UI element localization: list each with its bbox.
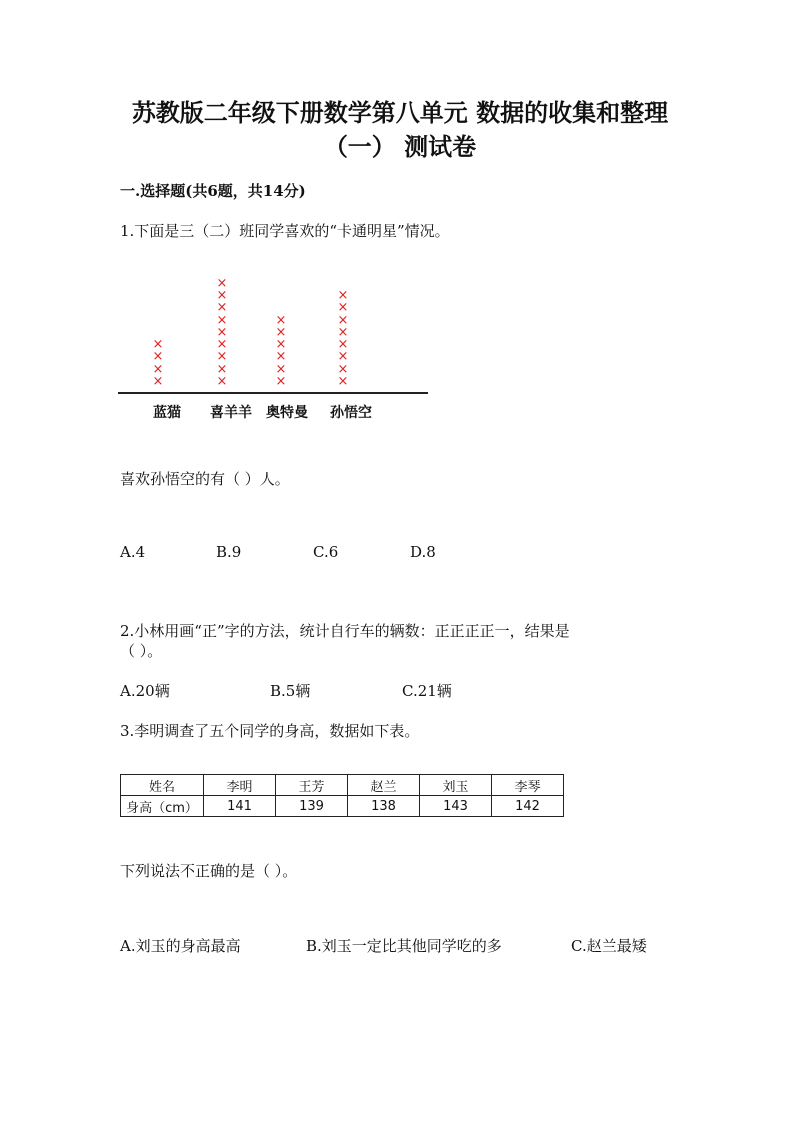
tally-mark: × — [152, 374, 164, 389]
table-header-cell: 李明 — [204, 775, 276, 796]
tally-mark: × — [216, 349, 228, 365]
tally-mark: × — [337, 287, 349, 303]
tally-mark: × — [216, 361, 228, 377]
question-2-text: 2.小林用画“正”字的方法，统计自行车的辆数：正正正正一，结果是 — [120, 622, 570, 640]
pictograph-category-label: 孙悟空 — [330, 405, 372, 421]
tally-mark: × — [337, 324, 349, 340]
tally-mark: × — [216, 312, 228, 328]
tally-mark: × — [216, 275, 228, 291]
tally-mark: × — [216, 287, 228, 303]
tally-mark: × — [275, 374, 287, 389]
question-1-prompt: 喜欢孙悟空的有（ ）人。 — [120, 470, 290, 488]
q2-option-c[interactable]: C.21辆 — [402, 682, 452, 700]
question-1-text: 1.下面是三（二）班同学喜欢的“卡通明星”情况。 — [120, 222, 450, 240]
table-header-row — [121, 775, 564, 796]
q1-option-c[interactable]: C.6 — [313, 543, 339, 561]
q3-option-c[interactable]: C.赵兰最矮 — [571, 937, 647, 955]
table-row — [121, 796, 564, 817]
tally-mark: × — [152, 361, 164, 377]
tally-mark: × — [337, 374, 349, 389]
tally-mark: × — [216, 300, 228, 316]
pictograph — [118, 270, 438, 430]
table-header-cell: 姓名 — [121, 775, 204, 796]
table-cell: 139 — [276, 796, 348, 817]
tally-mark: × — [275, 312, 287, 328]
pictograph-category-label: 奥特曼 — [266, 405, 308, 421]
tally-mark: × — [337, 361, 349, 377]
q2-option-b[interactable]: B.5辆 — [270, 682, 311, 700]
pictograph-category-label: 喜羊羊 — [210, 405, 252, 421]
tally-mark: × — [216, 337, 228, 353]
table-cell: 142 — [492, 796, 564, 817]
tally-mark: × — [275, 324, 287, 340]
tally-mark: × — [275, 361, 287, 377]
question-3-prompt: 下列说法不正确的是（ ）。 — [120, 862, 298, 880]
tally-mark: × — [337, 300, 349, 316]
table-cell: 138 — [348, 796, 420, 817]
tally-mark: × — [337, 337, 349, 353]
pictograph-baseline — [118, 392, 428, 394]
section-heading: 一.选择题(共6题，共14分) — [120, 182, 306, 200]
tally-mark: × — [152, 337, 164, 353]
question-2-text-cont: （ ）。 — [120, 642, 163, 660]
table-cell: 143 — [420, 796, 492, 817]
tally-mark: × — [152, 349, 164, 365]
q2-option-a[interactable]: A.20辆 — [120, 682, 170, 700]
q3-option-a[interactable]: A.刘玉的身高最高 — [120, 937, 241, 955]
tally-mark: × — [337, 312, 349, 328]
table-header-cell: 刘玉 — [420, 775, 492, 796]
tally-mark: × — [216, 374, 228, 389]
table-header-cell: 王芳 — [276, 775, 348, 796]
page-title: 苏教版二年级下册数学第八单元 数据的收集和整理 — [131, 98, 669, 127]
height-table — [120, 774, 564, 817]
table-header-cell: 赵兰 — [348, 775, 420, 796]
q1-option-b[interactable]: B.9 — [216, 543, 242, 561]
q1-option-d[interactable]: D.8 — [410, 543, 436, 561]
tally-mark: × — [275, 337, 287, 353]
q1-option-a[interactable]: A.4 — [120, 543, 146, 561]
page-subtitle: （一） 测试卷 — [323, 132, 477, 161]
table-cell: 身高（cm） — [121, 796, 204, 817]
pictograph-category-label: 蓝猫 — [153, 405, 181, 421]
table-header-cell: 李琴 — [492, 775, 564, 796]
tally-mark: × — [275, 349, 287, 365]
q3-option-b[interactable]: B.刘玉一定比其他同学吃的多 — [306, 937, 502, 955]
table-cell: 141 — [204, 796, 276, 817]
tally-mark: × — [216, 324, 228, 340]
question-3-text: 3.李明调查了五个同学的身高，数据如下表。 — [120, 722, 420, 740]
tally-mark: × — [337, 349, 349, 365]
